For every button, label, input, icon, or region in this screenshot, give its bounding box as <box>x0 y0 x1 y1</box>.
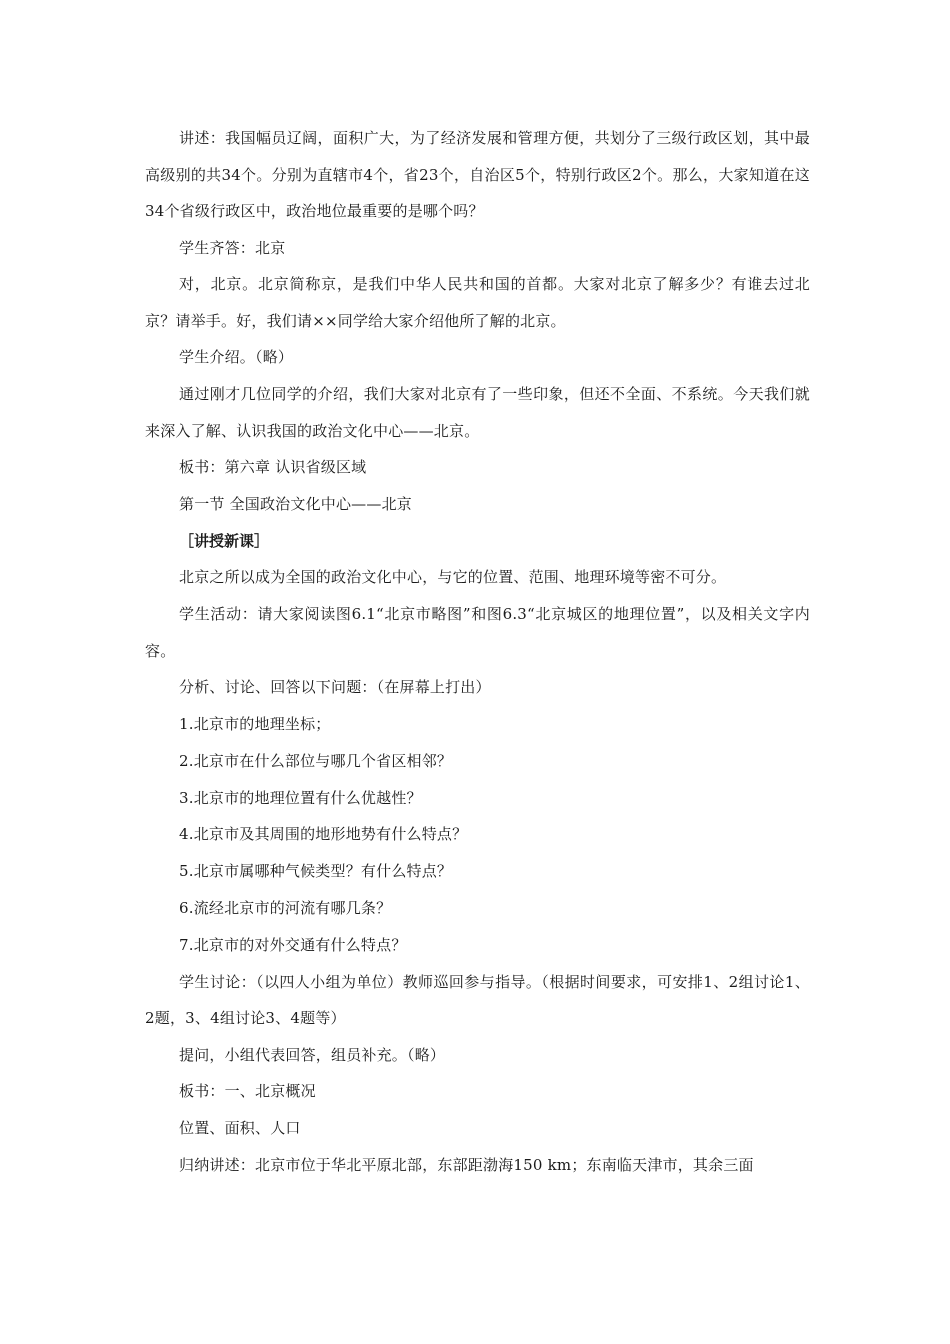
list-item: 2.北京市在什么部位与哪几个省区相邻？ <box>179 751 453 770</box>
paragraph-student-activity: 学生活动：请大家阅读图6.1“北京市略图”和图6.3“北京城区的地理位置”，以及相关文字内容。 <box>145 605 810 660</box>
paragraph-student-discussion: 学生讨论：（以四人小组为单位）教师巡回参与指导。（根据时间要求，可安排1、2组讨论1、2题，3、4组讨论3、4题等） <box>145 972 810 1028</box>
paragraph-questions-intro: 分析、讨论、回答以下问题：（在屏幕上打出） <box>179 678 491 697</box>
paragraph-board-chapter: 板书：第六章 认识省级区域 <box>179 458 367 477</box>
paragraph-student-intro: 学生介绍。（略） <box>179 348 294 367</box>
list-item: 3.北京市的地理位置有什么优越性？ <box>179 788 422 807</box>
document-body <box>145 120 810 1184</box>
paragraph-board-overview: 板书：一、北京概况 <box>179 1082 316 1101</box>
paragraph-summary: 归纳讲述：北京市位于华北平原北部，东部距渤海150 km；东南临天津市，其余三面 <box>179 1156 754 1175</box>
paragraph-transition: 通过刚才几位同学的介绍，我们大家对北京有了一些印象，但还不全面、不系统。今天我们就来深入了解、认识我国的政治文化中心——北京。 <box>145 385 810 440</box>
paragraph-question-answer: 提问，小组代表回答，组员补充。（略） <box>179 1045 446 1064</box>
paragraph-student-answer: 学生齐答：北京 <box>179 238 286 257</box>
paragraph-section-title: 第一节 全国政治文化中心——北京 <box>179 494 412 513</box>
list-item: 1.北京市的地理坐标； <box>179 715 331 734</box>
list-item: 5.北京市属哪种气候类型？有什么特点？ <box>179 862 453 881</box>
list-item: 7.北京市的对外交通有什么特点？ <box>179 935 407 954</box>
paragraph-lecture-intro: 讲述：我国幅员辽阔，面积广大，为了经济发展和管理方便，共划分了三级行政区划，其中最高级别的共34个。分别为直辖市4个，省23个，自治区5个，特别行政区2个。那么，大家知道在这34个省级行政区中，政治地位最重要的是哪个吗？ <box>145 129 810 220</box>
list-item: 6.流经北京市的河流有哪几条？ <box>179 899 392 918</box>
paragraph-beijing-intro: 对，北京。北京简称京，是我们中华人民共和国的首都。大家对北京了解多少？有谁去过北京？请举手。好，我们请××同学给大家介绍他所了解的北京。 <box>145 275 810 330</box>
list-item: 4.北京市及其周围的地形地势有什么特点？ <box>179 825 468 844</box>
section-heading-new-lesson: ［讲授新课］ <box>179 531 270 550</box>
paragraph-reason: 北京之所以成为全国的政治文化中心，与它的位置、范围、地理环境等密不可分。 <box>179 568 727 587</box>
paragraph-location-area-population: 位置、面积、人口 <box>179 1119 301 1138</box>
